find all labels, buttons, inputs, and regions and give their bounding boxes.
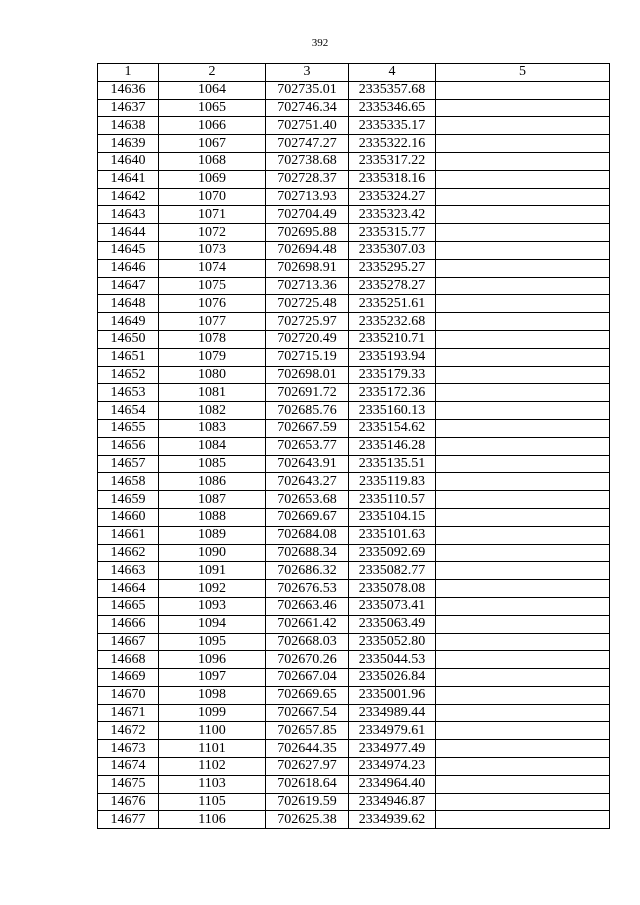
- table-cell: 702668.03: [266, 633, 349, 651]
- table-cell: 702694.48: [266, 241, 349, 259]
- table-row: [98, 224, 610, 242]
- table-cell: 14675: [98, 775, 159, 793]
- table-cell: 702643.27: [266, 473, 349, 491]
- table-cell: 2335160.13: [349, 402, 436, 420]
- table-cell: [436, 81, 610, 99]
- table-row: [98, 348, 610, 366]
- table-cell: 702704.49: [266, 206, 349, 224]
- table-cell: 2335278.27: [349, 277, 436, 295]
- table-cell: [436, 419, 610, 437]
- table-cell: [436, 384, 610, 402]
- table-cell: 702746.34: [266, 99, 349, 117]
- table-cell: 14666: [98, 615, 159, 633]
- table-cell: [436, 722, 610, 740]
- table-cell: 14668: [98, 651, 159, 669]
- table-cell: 2335193.94: [349, 348, 436, 366]
- table-row: [98, 455, 610, 473]
- coordinates-table: [97, 63, 610, 829]
- table-cell: 14658: [98, 473, 159, 491]
- table-cell: 702747.27: [266, 135, 349, 153]
- table-cell: 1067: [159, 135, 266, 153]
- table-cell: [436, 544, 610, 562]
- table-cell: 702619.59: [266, 793, 349, 811]
- table-cell: [436, 277, 610, 295]
- table-cell: 702663.46: [266, 597, 349, 615]
- table-cell: [436, 615, 610, 633]
- table-cell: 1091: [159, 562, 266, 580]
- table-row: [98, 188, 610, 206]
- table-cell: 2335232.68: [349, 313, 436, 331]
- table-cell: 702735.01: [266, 81, 349, 99]
- table-cell: 702667.59: [266, 419, 349, 437]
- table-cell: 14643: [98, 206, 159, 224]
- table-body: [98, 81, 610, 828]
- table-row: [98, 526, 610, 544]
- table-cell: 2335318.16: [349, 170, 436, 188]
- table-cell: 14638: [98, 117, 159, 135]
- table-cell: 1099: [159, 704, 266, 722]
- table-cell: 14671: [98, 704, 159, 722]
- table-cell: 702618.64: [266, 775, 349, 793]
- column-header: 1: [98, 64, 159, 82]
- table-cell: 14637: [98, 99, 159, 117]
- table-row: [98, 152, 610, 170]
- table-cell: 14676: [98, 793, 159, 811]
- table-cell: 2335346.65: [349, 99, 436, 117]
- table-cell: 14649: [98, 313, 159, 331]
- table-row: [98, 259, 610, 277]
- table-row: [98, 686, 610, 704]
- table-cell: 702627.97: [266, 758, 349, 776]
- table-cell: 702713.93: [266, 188, 349, 206]
- table-cell: 1094: [159, 615, 266, 633]
- table-row: [98, 117, 610, 135]
- table-cell: 702728.37: [266, 170, 349, 188]
- table-cell: 2335026.84: [349, 669, 436, 687]
- table-cell: 2334989.44: [349, 704, 436, 722]
- table-cell: 2334974.23: [349, 758, 436, 776]
- table-row: [98, 295, 610, 313]
- table-cell: [436, 402, 610, 420]
- table-cell: 702698.91: [266, 259, 349, 277]
- table-row: [98, 437, 610, 455]
- table-cell: 2335323.42: [349, 206, 436, 224]
- table-cell: 2334946.87: [349, 793, 436, 811]
- table-cell: [436, 241, 610, 259]
- table-cell: [436, 188, 610, 206]
- table-row: [98, 402, 610, 420]
- table-cell: 1092: [159, 580, 266, 598]
- table-cell: 14646: [98, 259, 159, 277]
- table-cell: 14652: [98, 366, 159, 384]
- table-cell: 1086: [159, 473, 266, 491]
- table-cell: 14661: [98, 526, 159, 544]
- table-cell: 702751.40: [266, 117, 349, 135]
- table-cell: 702676.53: [266, 580, 349, 598]
- table-cell: 14644: [98, 224, 159, 242]
- table-cell: 1077: [159, 313, 266, 331]
- column-header: 4: [349, 64, 436, 82]
- table-cell: [436, 313, 610, 331]
- table-cell: 702713.36: [266, 277, 349, 295]
- table-cell: 2335078.08: [349, 580, 436, 598]
- table-cell: 14642: [98, 188, 159, 206]
- table-row: [98, 633, 610, 651]
- table-cell: 1073: [159, 241, 266, 259]
- table-cell: 14655: [98, 419, 159, 437]
- table-cell: 702625.38: [266, 811, 349, 829]
- table-cell: 2334939.62: [349, 811, 436, 829]
- table-cell: 14645: [98, 241, 159, 259]
- page-number: 392: [311, 37, 329, 49]
- table-cell: 14672: [98, 722, 159, 740]
- table-cell: 2335001.96: [349, 686, 436, 704]
- table-cell: 2335295.27: [349, 259, 436, 277]
- table-cell: 702738.68: [266, 152, 349, 170]
- table-cell: 14660: [98, 508, 159, 526]
- column-header: 5: [436, 64, 610, 82]
- table-cell: 2335082.77: [349, 562, 436, 580]
- table-cell: 1082: [159, 402, 266, 420]
- table-cell: [436, 224, 610, 242]
- table-cell: 2335092.69: [349, 544, 436, 562]
- table-cell: 1093: [159, 597, 266, 615]
- table-cell: 1066: [159, 117, 266, 135]
- table-cell: 14659: [98, 491, 159, 509]
- table-cell: [436, 206, 610, 224]
- table-cell: 1070: [159, 188, 266, 206]
- table-cell: 14650: [98, 330, 159, 348]
- table-row: [98, 811, 610, 829]
- table-cell: 702669.65: [266, 686, 349, 704]
- table-cell: 14662: [98, 544, 159, 562]
- table-cell: [436, 99, 610, 117]
- table-cell: 14641: [98, 170, 159, 188]
- table-cell: 702686.32: [266, 562, 349, 580]
- table-cell: 2335146.28: [349, 437, 436, 455]
- table-cell: 1069: [159, 170, 266, 188]
- table-cell: 2335324.27: [349, 188, 436, 206]
- table-cell: 702669.67: [266, 508, 349, 526]
- table-row: [98, 473, 610, 491]
- table-cell: 14657: [98, 455, 159, 473]
- table-cell: 702667.04: [266, 669, 349, 687]
- table-cell: 2335135.51: [349, 455, 436, 473]
- table-cell: 1090: [159, 544, 266, 562]
- table-cell: [436, 455, 610, 473]
- table-cell: 1098: [159, 686, 266, 704]
- table-row: [98, 740, 610, 758]
- table-header-row: [98, 64, 610, 82]
- table-row: [98, 562, 610, 580]
- table-row: [98, 384, 610, 402]
- table-cell: 14654: [98, 402, 159, 420]
- table-row: [98, 508, 610, 526]
- table-cell: [436, 437, 610, 455]
- table-cell: 702725.48: [266, 295, 349, 313]
- table-cell: [436, 330, 610, 348]
- table-cell: 1078: [159, 330, 266, 348]
- table-cell: 14656: [98, 437, 159, 455]
- table-cell: 702695.88: [266, 224, 349, 242]
- table-cell: [436, 526, 610, 544]
- table-cell: [436, 348, 610, 366]
- table-cell: 1075: [159, 277, 266, 295]
- table-cell: 14665: [98, 597, 159, 615]
- table-cell: 702691.72: [266, 384, 349, 402]
- table-cell: 14667: [98, 633, 159, 651]
- table-cell: 1097: [159, 669, 266, 687]
- table-cell: 1068: [159, 152, 266, 170]
- table-cell: 2335307.03: [349, 241, 436, 259]
- table-row: [98, 544, 610, 562]
- table-cell: 702720.49: [266, 330, 349, 348]
- column-header: 3: [266, 64, 349, 82]
- table-row: [98, 366, 610, 384]
- table-cell: 2335154.62: [349, 419, 436, 437]
- table-cell: 702657.85: [266, 722, 349, 740]
- table-cell: 702667.54: [266, 704, 349, 722]
- table-cell: [436, 259, 610, 277]
- table-cell: 1071: [159, 206, 266, 224]
- table-cell: [436, 597, 610, 615]
- table-cell: 2335104.15: [349, 508, 436, 526]
- table-cell: 14670: [98, 686, 159, 704]
- table-cell: 2335179.33: [349, 366, 436, 384]
- table-cell: 1087: [159, 491, 266, 509]
- table-cell: 1089: [159, 526, 266, 544]
- table-cell: 14673: [98, 740, 159, 758]
- table-row: [98, 135, 610, 153]
- table-cell: 702684.08: [266, 526, 349, 544]
- table-cell: 14648: [98, 295, 159, 313]
- table-cell: 2335335.17: [349, 117, 436, 135]
- table-cell: 1100: [159, 722, 266, 740]
- table-cell: 1103: [159, 775, 266, 793]
- table-row: [98, 597, 610, 615]
- table-cell: 702698.01: [266, 366, 349, 384]
- table-cell: [436, 491, 610, 509]
- table-cell: 1064: [159, 81, 266, 99]
- table-row: [98, 580, 610, 598]
- table-row: [98, 793, 610, 811]
- table-cell: 702670.26: [266, 651, 349, 669]
- table-cell: 1065: [159, 99, 266, 117]
- table-cell: 1083: [159, 419, 266, 437]
- table-cell: 2335315.77: [349, 224, 436, 242]
- table-row: [98, 241, 610, 259]
- table-cell: [436, 793, 610, 811]
- table-cell: 1072: [159, 224, 266, 242]
- table-cell: 2335044.53: [349, 651, 436, 669]
- table-cell: 702715.19: [266, 348, 349, 366]
- table-cell: 2334964.40: [349, 775, 436, 793]
- table-cell: 2335322.16: [349, 135, 436, 153]
- table-cell: 702685.76: [266, 402, 349, 420]
- table-cell: 14653: [98, 384, 159, 402]
- table-cell: 14663: [98, 562, 159, 580]
- table-cell: 702661.42: [266, 615, 349, 633]
- table-row: [98, 99, 610, 117]
- table-cell: 1101: [159, 740, 266, 758]
- table-row: [98, 704, 610, 722]
- table-row: [98, 419, 610, 437]
- column-header: 2: [159, 64, 266, 82]
- table-cell: [436, 117, 610, 135]
- table-cell: 2334979.61: [349, 722, 436, 740]
- table-cell: 14669: [98, 669, 159, 687]
- table-cell: 702644.35: [266, 740, 349, 758]
- table-cell: [436, 366, 610, 384]
- table-cell: 2335357.68: [349, 81, 436, 99]
- table-row: [98, 330, 610, 348]
- table-cell: 1106: [159, 811, 266, 829]
- table-row: [98, 206, 610, 224]
- table-cell: 2335210.71: [349, 330, 436, 348]
- table-row: [98, 669, 610, 687]
- table-row: [98, 277, 610, 295]
- table-row: [98, 313, 610, 331]
- table-cell: 2335317.22: [349, 152, 436, 170]
- table-cell: 2335119.83: [349, 473, 436, 491]
- table-cell: 2335101.63: [349, 526, 436, 544]
- table-cell: 14664: [98, 580, 159, 598]
- table-row: [98, 775, 610, 793]
- table-cell: [436, 704, 610, 722]
- table-cell: 1102: [159, 758, 266, 776]
- table-cell: 1085: [159, 455, 266, 473]
- table-cell: 14639: [98, 135, 159, 153]
- table-cell: 702725.97: [266, 313, 349, 331]
- table-cell: 2334977.49: [349, 740, 436, 758]
- table-cell: [436, 633, 610, 651]
- table-cell: 1084: [159, 437, 266, 455]
- table-cell: 1076: [159, 295, 266, 313]
- table-cell: 2335063.49: [349, 615, 436, 633]
- table-cell: [436, 669, 610, 687]
- table-row: [98, 491, 610, 509]
- table-cell: [436, 758, 610, 776]
- table-cell: 702653.68: [266, 491, 349, 509]
- table-cell: [436, 135, 610, 153]
- table-cell: 14651: [98, 348, 159, 366]
- table-cell: [436, 651, 610, 669]
- table-cell: [436, 740, 610, 758]
- table-cell: 1088: [159, 508, 266, 526]
- table-cell: 2335251.61: [349, 295, 436, 313]
- table-cell: 1095: [159, 633, 266, 651]
- table-cell: 1105: [159, 793, 266, 811]
- table-cell: 14674: [98, 758, 159, 776]
- table-cell: [436, 775, 610, 793]
- table-cell: [436, 580, 610, 598]
- table-cell: 2335172.36: [349, 384, 436, 402]
- table-cell: [436, 295, 610, 313]
- table-cell: [436, 686, 610, 704]
- table-cell: [436, 152, 610, 170]
- table-row: [98, 81, 610, 99]
- table-cell: 702643.91: [266, 455, 349, 473]
- table-cell: 702653.77: [266, 437, 349, 455]
- table-cell: 1096: [159, 651, 266, 669]
- table-cell: [436, 473, 610, 491]
- table-cell: 702688.34: [266, 544, 349, 562]
- table-cell: 2335073.41: [349, 597, 436, 615]
- table-row: [98, 722, 610, 740]
- table-cell: [436, 508, 610, 526]
- table-cell: [436, 562, 610, 580]
- table-cell: 1080: [159, 366, 266, 384]
- table-cell: 1081: [159, 384, 266, 402]
- table-cell: 1074: [159, 259, 266, 277]
- table-cell: [436, 170, 610, 188]
- table-cell: 14636: [98, 81, 159, 99]
- table-cell: 14647: [98, 277, 159, 295]
- table-cell: [436, 811, 610, 829]
- table-cell: 2335110.57: [349, 491, 436, 509]
- table-row: [98, 651, 610, 669]
- table-cell: 14677: [98, 811, 159, 829]
- table-row: [98, 170, 610, 188]
- table-cell: 1079: [159, 348, 266, 366]
- table-row: [98, 615, 610, 633]
- table-cell: 14640: [98, 152, 159, 170]
- table-cell: 2335052.80: [349, 633, 436, 651]
- table-row: [98, 758, 610, 776]
